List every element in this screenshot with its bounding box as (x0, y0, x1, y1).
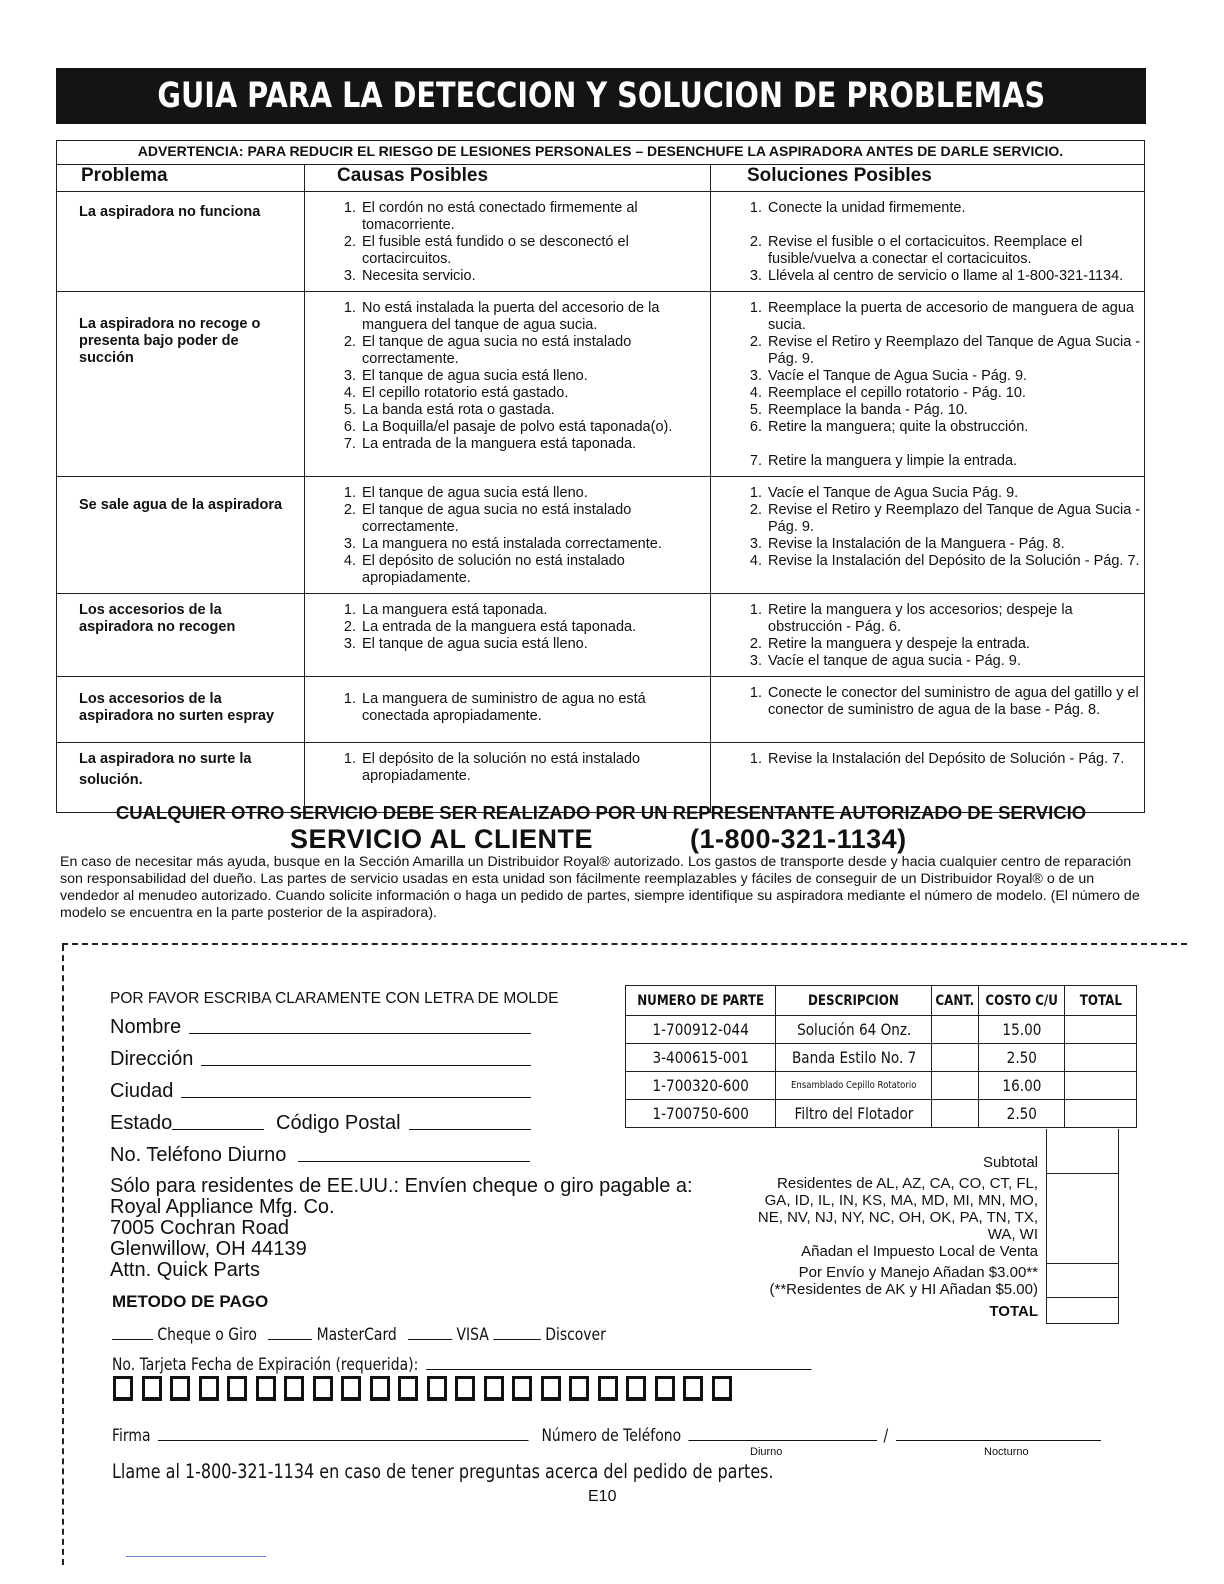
header-causes: Causas Posibles (305, 165, 711, 192)
warning-text: ADVERTENCIA: PARA REDUCIR EL RIESGO DE LESIONES PERSONALES – DESENCHUFE LA ASPIRADORA ANTES DE DARLE SERVICIO. (57, 141, 1145, 165)
list-item: 1. Conecte le conector del suministro de agua del gatillo y el conector de suministro de agua de la base - Pág. 8. (766, 685, 1142, 719)
name-input-line[interactable] (189, 1033, 531, 1034)
solutions-list (741, 300, 1142, 470)
subtotal-label: Subtotal (982, 1154, 1038, 1171)
list-item: 1. No está instalada la puerta del accesorio de la manguera del tanque de agua sucia. (360, 300, 700, 334)
table-row (626, 1072, 1137, 1100)
causes-list (335, 200, 700, 285)
list-item: 6. La Boquilla/el pasaje de polvo está taponada(o). (360, 419, 700, 436)
name-label: Nombre (110, 1016, 182, 1038)
unit-cost: 2.50 (978, 1100, 1064, 1128)
phone-input-line[interactable] (298, 1161, 530, 1162)
part-number: 1-700320-600 (626, 1072, 776, 1100)
card-digit-box[interactable] (541, 1376, 561, 1401)
state-input-line[interactable] (172, 1129, 264, 1130)
part-description: Solución 64 Onz. (776, 1016, 932, 1044)
table-row (626, 1044, 1137, 1072)
list-item: 1. Vacíe el Tanque de Agua Sucia Pág. 9. (766, 485, 1142, 502)
card-digit-box[interactable] (683, 1376, 703, 1401)
table-row (57, 677, 1145, 743)
city-label: Ciudad (110, 1080, 174, 1102)
total-box[interactable] (1046, 1298, 1119, 1324)
line-total-cell[interactable] (1065, 1100, 1137, 1128)
card-expiry-blank[interactable] (426, 1369, 811, 1370)
mail-line: Sólo para residentes de EE.UU.: Envíen cheque o giro pagable a: (110, 1175, 693, 1197)
col-header: DESCRIPCION (776, 986, 932, 1016)
state-label: Estado (110, 1112, 173, 1134)
night-phone-blank[interactable] (896, 1440, 1101, 1441)
unit-cost: 15.00 (978, 1016, 1064, 1044)
solutions-list (741, 685, 1142, 719)
card-digit-box[interactable] (170, 1376, 190, 1401)
card-digit-box[interactable] (142, 1376, 162, 1401)
customer-service-phone: (1-800-321-1134) (690, 824, 907, 854)
signature-label: Firma (112, 1426, 151, 1446)
part-number: 3-400615-001 (626, 1044, 776, 1072)
day-phone-blank[interactable] (689, 1440, 878, 1441)
list-item: 1. Revise la Instalación del Depósito de Solución - Pág. 7. (766, 751, 1142, 768)
causes-list (335, 691, 700, 725)
problem-cell: Se sale agua de la aspiradora (57, 477, 305, 594)
col-header: TOTAL (1065, 986, 1137, 1016)
list-item: 2. La entrada de la manguera está taponada. (360, 619, 700, 636)
mail-line: Attn. Quick Parts (110, 1259, 261, 1281)
col-header: CANT. (932, 986, 979, 1016)
card-digit-box[interactable] (341, 1376, 361, 1401)
mastercard-option: MasterCard (316, 1325, 397, 1345)
card-digit-box[interactable] (284, 1376, 304, 1401)
list-item: 1. El cordón no está conectado firmemente al tomacorriente. (360, 200, 700, 234)
decorative-line (126, 1556, 266, 1557)
mail-line: 7005 Cochran Road (110, 1217, 290, 1239)
shipping-box[interactable] (1046, 1264, 1119, 1298)
list-item: 1. Reemplace la puerta de accesorio de manguera de agua sucia. (766, 300, 1142, 334)
list-item: 1. El depósito de la solución no está instalado apropiadamente. (360, 751, 700, 785)
tax-line: NE, NV, NJ, NY, NC, OH, OK, PA, TN, TX, (757, 1209, 1038, 1226)
list-item: 2. Revise el Retiro y Reemplazo del Tanque de Agua Sucia - Pág. 9. (766, 334, 1142, 368)
list-item: 2. El tanque de agua sucia no está instalado correctamente. (360, 334, 700, 368)
line-total-cell[interactable] (1065, 1016, 1137, 1044)
table-row (57, 192, 1145, 292)
payment-options (112, 1325, 606, 1345)
list-item: 2. Retire la manguera y despeje la entrada. (766, 636, 1142, 653)
tax-line: Añadan el Impuesto Local de Venta (801, 1243, 1038, 1260)
table-row (57, 292, 1145, 477)
list-item: 3. Llévela al centro de servicio o llame al 1-800-321-1134. (766, 268, 1142, 285)
list-item: 1. La manguera está taponada. (360, 602, 700, 619)
part-description: Ensamblado Cepillo Rotatorio (776, 1072, 932, 1100)
address-label: Dirección (110, 1048, 194, 1070)
part-number: 1-700912-044 (626, 1016, 776, 1044)
service-paragraph: En caso de necesitar más ayuda, busque en la Sección Amarilla un Distribuidor Royal® autorizado. Los gastos de transporte desde y hacia cualquier centro de reparación son responsabilidad del dueño. Las partes de servicio usadas en esta unidad son fácilmente reemplazables y fáciles de conseguir de un Distribuidor Royal® o de un vendedor al menudeo autorizado. Cuando solicite información o haga un pedido de partes, siempre identifique su aspiradora mediante el número de modelo. (El número de modelo se encuentra en la parte posterior de la aspiradora). (60, 854, 1140, 921)
card-digit-box[interactable] (256, 1376, 276, 1401)
table-row (57, 477, 1145, 594)
phone-label: No. Teléfono Diurno (110, 1144, 287, 1166)
mail-line: Glenwillow, OH 44139 (110, 1238, 307, 1260)
list-item: 1. Conecte la unidad firmemente. (766, 200, 1142, 217)
list-item: 1. Retire la manguera y los accesorios; despeje la obstrucción - Pág. 6. (766, 602, 1142, 636)
solutions-list (741, 485, 1142, 570)
list-item: 3. El tanque de agua sucia está lleno. (360, 636, 700, 653)
quantity-cell[interactable] (932, 1072, 979, 1100)
problem-cell: La aspiradora no recoge o presenta bajo poder de succión (57, 292, 305, 477)
list-item: 7. Retire la manguera y limpie la entrada. (766, 453, 1142, 470)
problem-cell: Los accesorios de la aspiradora no recogen (57, 594, 305, 677)
subtotal-box[interactable] (1046, 1129, 1119, 1174)
signature-blank[interactable] (158, 1440, 529, 1441)
totals-labels (730, 1154, 1038, 1320)
col-header: NUMERO DE PARTE (626, 986, 776, 1016)
list-item: 4. Revise la Instalación del Depósito de la Solución - Pág. 7. (766, 553, 1142, 570)
visa-option: VISA (456, 1325, 489, 1345)
unit-cost: 16.00 (978, 1072, 1064, 1100)
problem-cell: La aspiradora no surte la solución. (57, 743, 305, 813)
shipping-line: Por Envío y Manejo Añadan $3.00** (798, 1264, 1038, 1281)
phone-number-label: Número de Teléfono (541, 1426, 682, 1446)
col-header: COSTO C/U (978, 986, 1064, 1016)
list-item: 2. Revise el fusible o el cortacicuitos. Reemplace el fusible/vuelva a conectar el cortacicuitos. (766, 234, 1142, 268)
table-row (57, 594, 1145, 677)
day-label: Diurno (750, 1446, 783, 1458)
card-number-label-row (112, 1355, 811, 1375)
line-total-cell[interactable] (1065, 1072, 1137, 1100)
mastercard-blank[interactable] (268, 1339, 312, 1340)
causes-list (335, 485, 700, 587)
quantity-cell[interactable] (932, 1044, 979, 1072)
page-title-banner (56, 68, 1146, 124)
card-digit-box[interactable] (398, 1376, 418, 1401)
list-item: 3. El tanque de agua sucia está lleno. (360, 368, 700, 385)
list-item: 4. Reemplace el cepillo rotatorio - Pág. 10. (766, 385, 1142, 402)
address-input-line[interactable] (201, 1065, 531, 1066)
page-title: GUIA PARA LA DETECCION Y SOLUCION DE PROBLEMAS (157, 76, 1045, 116)
customer-service-title: SERVICIO AL CLIENTE (290, 824, 594, 854)
list-item: 3. Revise la Instalación de la Manguera - Pág. 8. (766, 536, 1142, 553)
list-item: 3. La manguera no está instalada correctamente. (360, 536, 700, 553)
cut-line-left (62, 945, 64, 1565)
name-field[interactable] (110, 1016, 531, 1039)
line-total-cell[interactable] (1065, 1044, 1137, 1072)
card-number-boxes[interactable] (113, 1376, 732, 1401)
card-digit-box[interactable] (113, 1376, 133, 1401)
causes-list (335, 602, 700, 653)
phone-field[interactable] (110, 1144, 530, 1167)
tax-line: Residentes de AL, AZ, CA, CO, CT, FL, (777, 1175, 1038, 1192)
solutions-list (741, 602, 1142, 670)
parts-question-note: Llame al 1-800-321-1134 en caso de tener preguntas acerca del pedido de partes. (112, 1460, 774, 1483)
solutions-list (741, 200, 1142, 285)
check-option: Cheque o Giro (157, 1325, 257, 1345)
list-item: 2. El tanque de agua sucia no está instalado correctamente. (360, 502, 700, 536)
card-digit-box[interactable] (712, 1376, 732, 1401)
tax-box[interactable] (1046, 1174, 1119, 1264)
zip-field[interactable] (276, 1112, 531, 1135)
list-item: 2. Revise el Retiro y Reemplazo del Tanque de Agua Sucia - Pág. 9. (766, 502, 1142, 536)
header-problem: Problema (57, 165, 305, 192)
solutions-list (741, 751, 1142, 768)
address-field[interactable] (110, 1048, 531, 1071)
mail-line: Royal Appliance Mfg. Co. (110, 1196, 335, 1218)
parts-order-table (625, 985, 1137, 1128)
card-digit-box[interactable] (455, 1376, 475, 1401)
zip-label: Código Postal (276, 1112, 401, 1134)
card-digit-box[interactable] (427, 1376, 447, 1401)
signature-row: Firma Número de Teléfono / (112, 1426, 1101, 1446)
cut-line-top (62, 943, 1187, 945)
problem-cell: Los accesorios de la aspiradora no surten espray (57, 677, 305, 743)
night-label: Nocturno (984, 1446, 1029, 1458)
list-item: 4. El depósito de solución no está instalado apropiadamente. (360, 553, 700, 587)
form-intro: POR FAVOR ESCRIBA CLARAMENTE CON LETRA DE MOLDE (110, 990, 559, 1007)
discover-option: Discover (545, 1325, 606, 1345)
page-number: E10 (588, 1488, 617, 1505)
discover-blank[interactable] (493, 1339, 541, 1340)
list-item: 1. La manguera de suministro de agua no está conectada apropiadamente. (360, 691, 700, 725)
troubleshooting-table (56, 140, 1145, 813)
card-digit-box[interactable] (569, 1376, 589, 1401)
mail-to-block (110, 1176, 693, 1281)
unit-cost: 2.50 (978, 1044, 1064, 1072)
part-description: Filtro del Flotador (776, 1100, 932, 1128)
card-digit-box[interactable] (199, 1376, 219, 1401)
list-item: 6. Retire la manguera; quite la obstrucción. (766, 419, 1142, 436)
total-label: TOTAL (989, 1303, 1038, 1320)
quantity-cell[interactable] (932, 1016, 979, 1044)
shipping-line: (**Residentes de AK y HI Añadan $5.00) (769, 1281, 1038, 1298)
list-item: 5. La banda está rota o gastada. (360, 402, 700, 419)
table-row (626, 1100, 1137, 1128)
tax-line: GA, ID, IL, IN, KS, MA, MD, MI, MN, MO, (764, 1192, 1038, 1209)
list-item: 2. El fusible está fundido o se desconectó el cortacircuitos. (360, 234, 700, 268)
state-field[interactable] (110, 1112, 264, 1135)
payment-method-title: METODO DE PAGO (112, 1292, 269, 1311)
part-number: 1-700750-600 (626, 1100, 776, 1128)
list-item: 3. Vacíe el tanque de agua sucia - Pág. 9. (766, 653, 1142, 670)
header-solutions: Soluciones Posibles (711, 165, 1145, 192)
zip-input-line[interactable] (409, 1129, 531, 1130)
service-notice: CUALQUIER OTRO SERVICIO DEBE SER REALIZADO POR UN REPRESENTANTE AUTORIZADO DE SERVICIO (115, 802, 1087, 823)
card-digit-box[interactable] (598, 1376, 618, 1401)
tax-line: WA, WI (987, 1226, 1038, 1243)
causes-list (335, 300, 700, 453)
list-item: 5. Reemplace la banda - Pág. 10. (766, 402, 1142, 419)
list-item: 7. La entrada de la manguera está taponada. (360, 436, 700, 453)
card-digit-box[interactable] (484, 1376, 504, 1401)
city-field[interactable] (110, 1080, 531, 1103)
card-digit-box[interactable] (626, 1376, 646, 1401)
list-item: 1. El tanque de agua sucia está lleno. (360, 485, 700, 502)
card-digit-box[interactable] (227, 1376, 247, 1401)
list-item: 4. El cepillo rotatorio está gastado. (360, 385, 700, 402)
card-digit-box[interactable] (655, 1376, 675, 1401)
city-input-line[interactable] (181, 1097, 531, 1098)
causes-list (335, 751, 700, 785)
part-description: Banda Estilo No. 7 (776, 1044, 932, 1072)
table-row (626, 1016, 1137, 1044)
card-number-label: No. Tarjeta Fecha de Expiración (requerida): (112, 1355, 419, 1375)
card-digit-box[interactable] (512, 1376, 532, 1401)
list-item: 3. Necesita servicio. (360, 268, 700, 285)
quantity-cell[interactable] (932, 1100, 979, 1128)
problem-cell: La aspiradora no funciona (57, 192, 305, 292)
card-digit-box[interactable] (313, 1376, 333, 1401)
list-item: 3. Vacíe el Tanque de Agua Sucia - Pág. 9. (766, 368, 1142, 385)
visa-blank[interactable] (408, 1339, 452, 1340)
card-digit-box[interactable] (370, 1376, 390, 1401)
check-blank[interactable] (112, 1339, 153, 1340)
